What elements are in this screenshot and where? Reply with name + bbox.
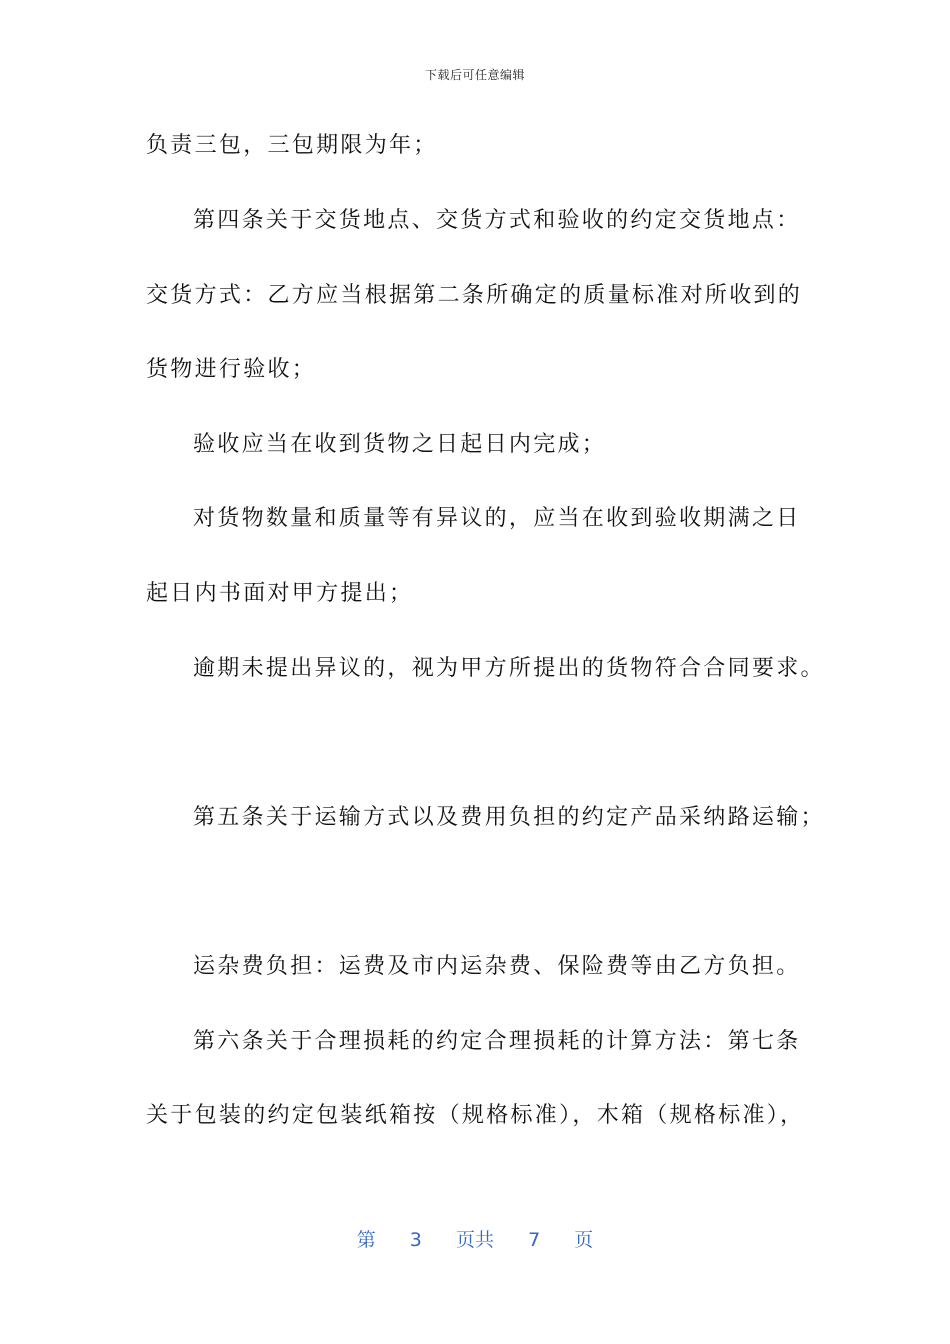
body-line: 起日内书面对甲方提出； [146, 581, 414, 606]
page-prefix: 第 [356, 1229, 376, 1251]
body-line: 运杂费负担：运费及市内运杂费、保险费等由乙方负担。 [193, 954, 801, 979]
body-line: 验收应当在收到货物之日起日内完成； [193, 432, 607, 457]
page-header: 下载后可任意编辑 [424, 68, 525, 82]
body-line: 交货方式：乙方应当根据第二条所确定的质量标准对所收到的 [146, 283, 803, 308]
body-line: 负责三包，三包期限为年； [146, 133, 438, 158]
page-total: 7 [528, 1229, 541, 1251]
body-line: 第六条关于合理损耗的约定合理损耗的计算方法：第七条 [193, 1029, 801, 1054]
body-line: 货物进行验收； [146, 357, 317, 382]
body-line: 关于包装的约定包装纸箱按（规格标准），木箱（规格标准）， [146, 1103, 805, 1128]
body-line: 第四条关于交货地点、交货方式和验收的约定交货地点： [193, 208, 801, 233]
body-line: 第五条关于运输方式以及费用负担的约定产品采纳路运输； [193, 805, 825, 830]
page-middle: 页共 [455, 1229, 494, 1251]
page-current: 3 [409, 1229, 422, 1251]
body-line: 逾期未提出异议的，视为甲方所提出的货物符合合同要求。 [193, 656, 825, 681]
page-number-footer [0, 1225, 950, 1252]
page-suffix: 页 [574, 1229, 594, 1251]
body-line: 对货物数量和质量等有异议的，应当在收到验收期满之日 [193, 506, 801, 531]
